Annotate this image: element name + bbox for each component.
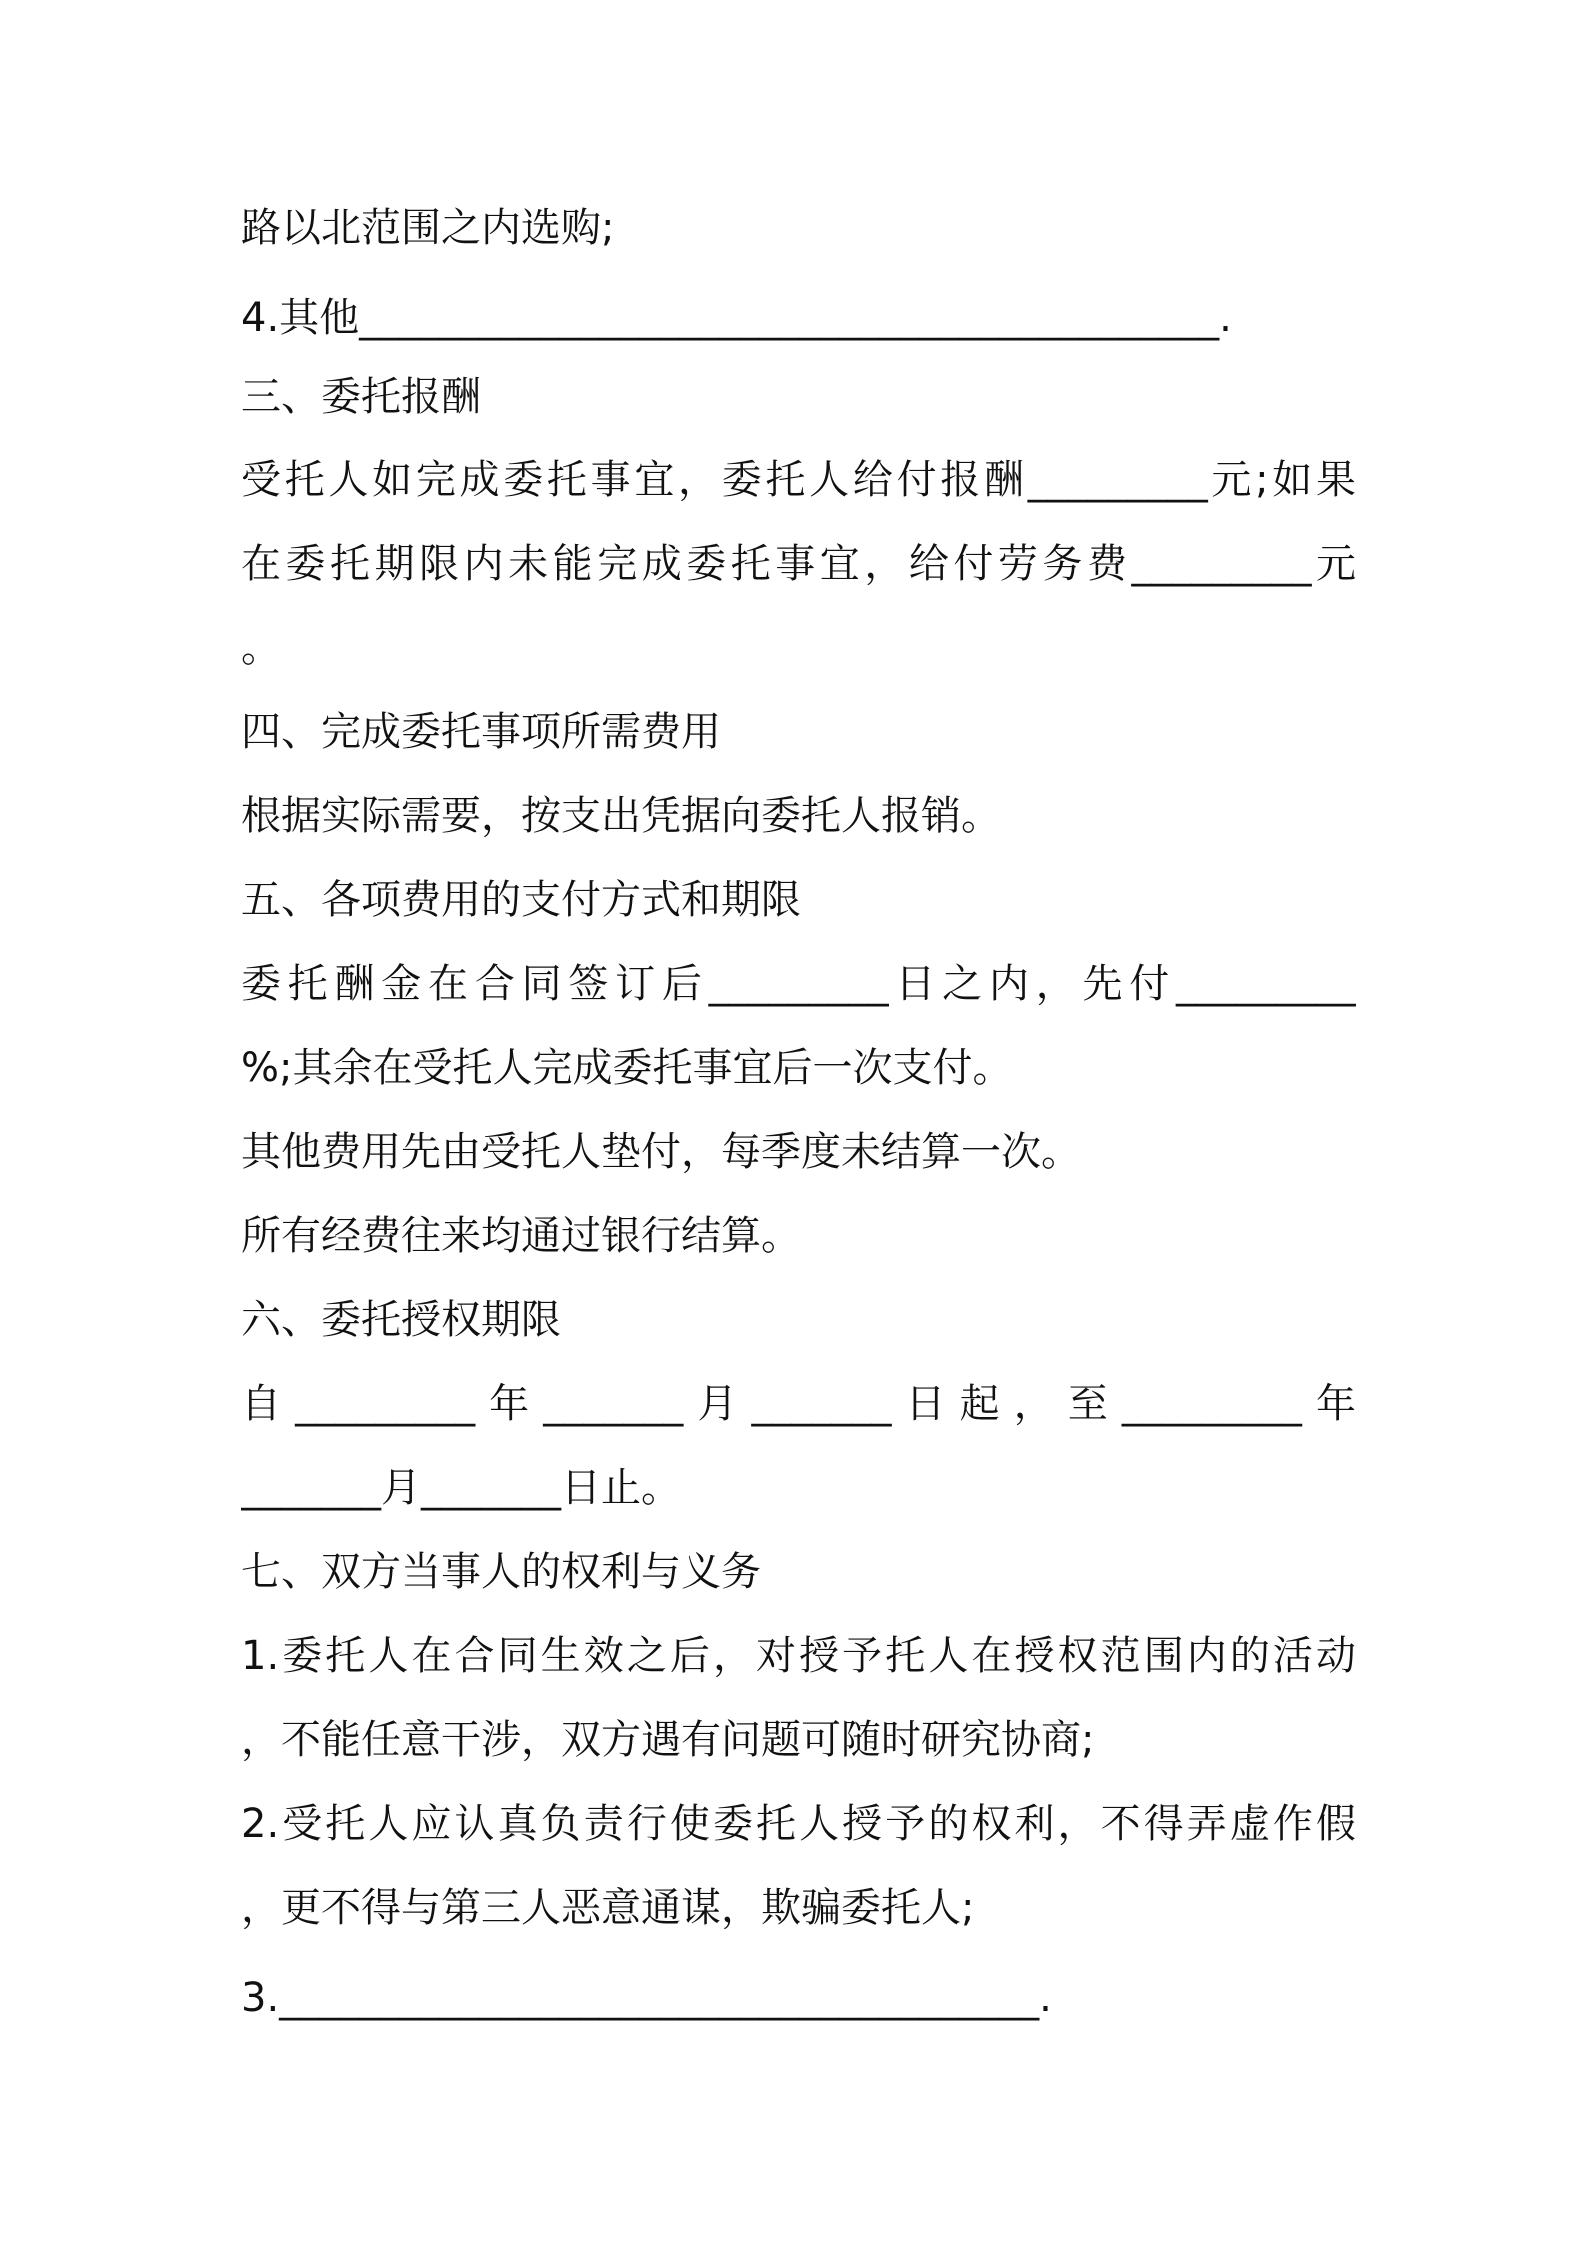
text-line: 4.其他___________________________________________. [241, 295, 1232, 341]
text-line: 3.______________________________________. [241, 1975, 1052, 2021]
text-line: ，不能任意干涉，双方遇有问题可随时研究协商; [241, 1717, 1095, 1763]
text-line: 自_________年_______月_______日起，至_________年 [241, 1381, 1356, 1427]
text-line: 。 [241, 625, 281, 671]
text-line: 2.受托人应认真负责行使委托人授予的权利，不得弄虚作假 [241, 1801, 1356, 1847]
section-heading: 四、完成委托事项所需费用 [241, 709, 721, 755]
text-line: 委托酬金在合同签订后_________日之内，先付_________ [241, 961, 1356, 1007]
text-line: 在委托期限内未能完成委托事宜，给付劳务费_________元 [241, 541, 1356, 587]
section-heading: 六、委托授权期限 [241, 1297, 561, 1343]
section-heading: 五、各项费用的支付方式和期限 [241, 877, 801, 923]
text-line: %;其余在受托人完成委托事宜后一次支付。 [241, 1045, 1013, 1091]
text-line: 受托人如完成委托事宜，委托人给付报酬_________元;如果 [241, 457, 1356, 503]
text-line: 路以北范围之内选购; [241, 205, 615, 251]
text-line: 根据实际需要，按支出凭据向委托人报销。 [241, 793, 1001, 839]
text-line: 1.委托人在合同生效之后，对授予托人在授权范围内的活动 [241, 1633, 1356, 1679]
section-heading: 三、委托报酬 [241, 374, 481, 420]
section-heading: 七、双方当事人的权利与义务 [241, 1549, 761, 1595]
text-line: _______月_______日止。 [241, 1465, 681, 1511]
text-line: 所有经费往来均通过银行结算。 [241, 1213, 801, 1259]
text-line: 其他费用先由受托人垫付，每季度未结算一次。 [241, 1129, 1081, 1175]
text-line: ，更不得与第三人恶意通谋，欺骗委托人; [241, 1885, 975, 1931]
